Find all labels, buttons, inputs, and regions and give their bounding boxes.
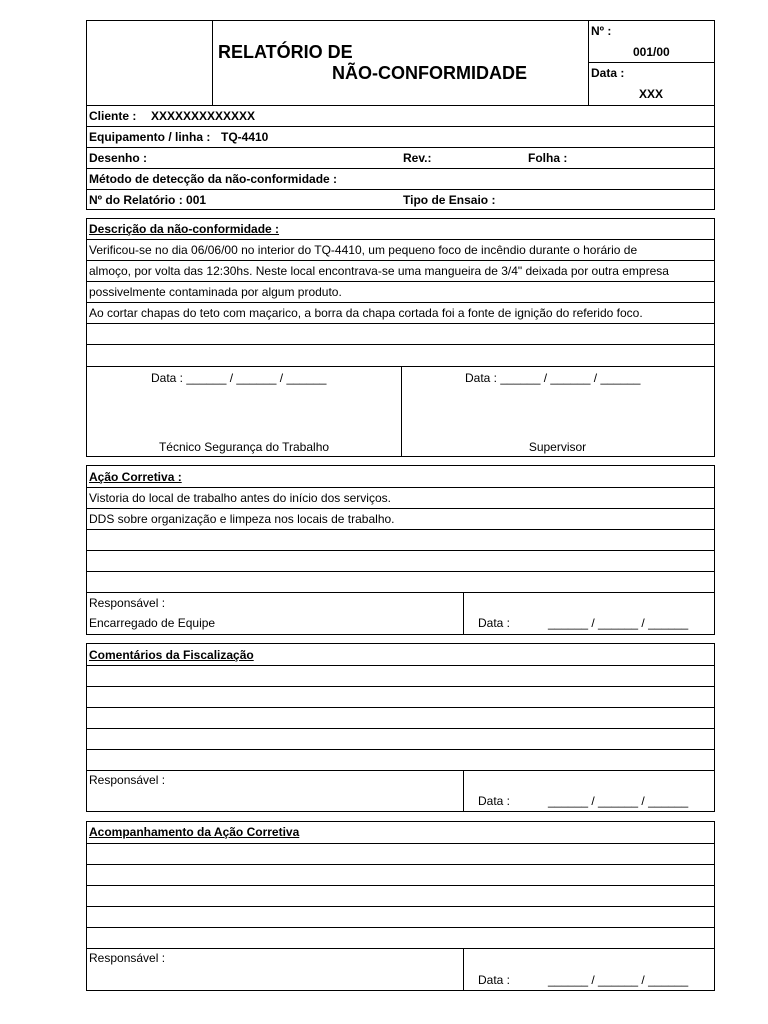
comentarios-data-blank[interactable]: ______ / ______ / ______ (548, 794, 689, 808)
row-divider (87, 770, 714, 771)
tecnico-date-line[interactable]: Data : ______ / ______ / ______ (151, 371, 327, 385)
acao-heading: Ação Corretiva : (89, 470, 182, 484)
data-value: XXX (639, 87, 664, 101)
descricao-line-4[interactable]: Ao cortar chapas do teto com maçarico, a borra da chapa cortada foi a fonte de ignição do referido foco. (89, 306, 643, 320)
metodo-label: Método de detecção da não-conformidade : (89, 172, 338, 186)
row-divider (87, 728, 714, 729)
responsavel-divider (463, 770, 464, 811)
row-divider (87, 168, 714, 169)
row-divider (87, 948, 714, 949)
row-divider (87, 864, 714, 865)
row-divider (87, 189, 714, 190)
descricao-line-3[interactable]: possivelmente contaminada por algum produto. (89, 285, 342, 299)
acompanhamento-data-label: Data : (478, 973, 511, 987)
acao-corretiva-section (86, 465, 715, 635)
data-label: Data : (591, 66, 625, 80)
row-divider (87, 260, 714, 261)
row-divider (87, 906, 714, 907)
row-divider (87, 665, 714, 666)
comentarios-section (86, 643, 715, 812)
acao-line-2[interactable]: DDS sobre organização e limpeza nos locais de trabalho. (89, 512, 395, 526)
acompanhamento-heading: Acompanhamento da Ação Corretiva (89, 825, 300, 839)
acompanhamento-responsavel-label: Responsável : (89, 951, 166, 965)
descricao-line-1[interactable]: Verificou-se no dia 06/06/00 no interior do TQ-4410, um pequeno foco de incêndio durante o horário de (89, 243, 638, 257)
responsavel-divider (463, 948, 464, 990)
row-divider (87, 707, 714, 708)
row-divider (87, 843, 714, 844)
row-divider (87, 927, 714, 928)
row-divider (87, 147, 714, 148)
supervisor-signature-label: Supervisor (528, 440, 587, 454)
descricao-section (86, 218, 715, 457)
row-divider (87, 686, 714, 687)
info-section (86, 105, 715, 210)
row-divider (87, 323, 714, 324)
descricao-heading: Descrição da não-conformidade : (89, 222, 280, 236)
header-section (86, 20, 715, 106)
cliente-value[interactable]: XXXXXXXXXXXXX (151, 109, 256, 123)
equipamento-label: Equipamento / linha : (89, 130, 211, 144)
row-divider (87, 508, 714, 509)
desenho-label: Desenho : (89, 151, 148, 165)
row-divider (87, 281, 714, 282)
row-divider (87, 571, 714, 572)
logo-divider (212, 21, 213, 105)
row-divider (87, 592, 714, 593)
folha-label: Folha : (528, 151, 568, 165)
relatorio-label: Nº do Relatório : 001 (89, 193, 207, 207)
supervisor-date-line[interactable]: Data : ______ / ______ / ______ (465, 371, 641, 385)
equipamento-value[interactable]: TQ-4410 (221, 130, 269, 144)
acompanhamento-data-blank[interactable]: ______ / ______ / ______ (548, 973, 689, 987)
comentarios-data-label: Data : (478, 794, 511, 808)
row-divider (87, 749, 714, 750)
meta-row-divider (588, 62, 714, 63)
meta-divider (588, 21, 589, 105)
report-title-line1: RELATÓRIO DE (218, 42, 353, 62)
comentarios-heading: Comentários da Fiscalização (89, 648, 254, 662)
acao-line-1[interactable]: Vistoria do local de trabalho antes do início dos serviços. (89, 491, 391, 505)
numero-label: Nº : (591, 24, 612, 38)
tipo-ensaio-label: Tipo de Ensaio : (403, 193, 496, 207)
responsavel-divider (463, 592, 464, 634)
acao-responsavel-value[interactable]: Encarregado de Equipe (89, 616, 216, 630)
row-divider (87, 126, 714, 127)
row-divider (87, 885, 714, 886)
row-divider (87, 344, 714, 345)
acao-responsavel-label: Responsável : (89, 596, 166, 610)
row-divider (87, 239, 714, 240)
acompanhamento-section (86, 821, 715, 991)
descricao-line-2[interactable]: almoço, por volta das 12:30hs. Neste local encontrava-se uma mangueira de 3/4" deixada por outra empresa (89, 264, 669, 278)
cliente-label: Cliente : (89, 109, 137, 123)
report-title-line2: NÃO-CONFORMIDADE (332, 63, 527, 83)
acao-data-label: Data : (478, 616, 511, 630)
acao-data-blank[interactable]: ______ / ______ / ______ (548, 616, 689, 630)
row-divider (87, 550, 714, 551)
tecnico-signature-label: Técnico Segurança do Trabalho (158, 440, 330, 454)
row-divider (87, 487, 714, 488)
rev-label: Rev.: (403, 151, 432, 165)
numero-value: 001/00 (633, 45, 670, 59)
comentarios-responsavel-label: Responsável : (89, 773, 166, 787)
row-divider (87, 529, 714, 530)
row-divider (87, 302, 714, 303)
